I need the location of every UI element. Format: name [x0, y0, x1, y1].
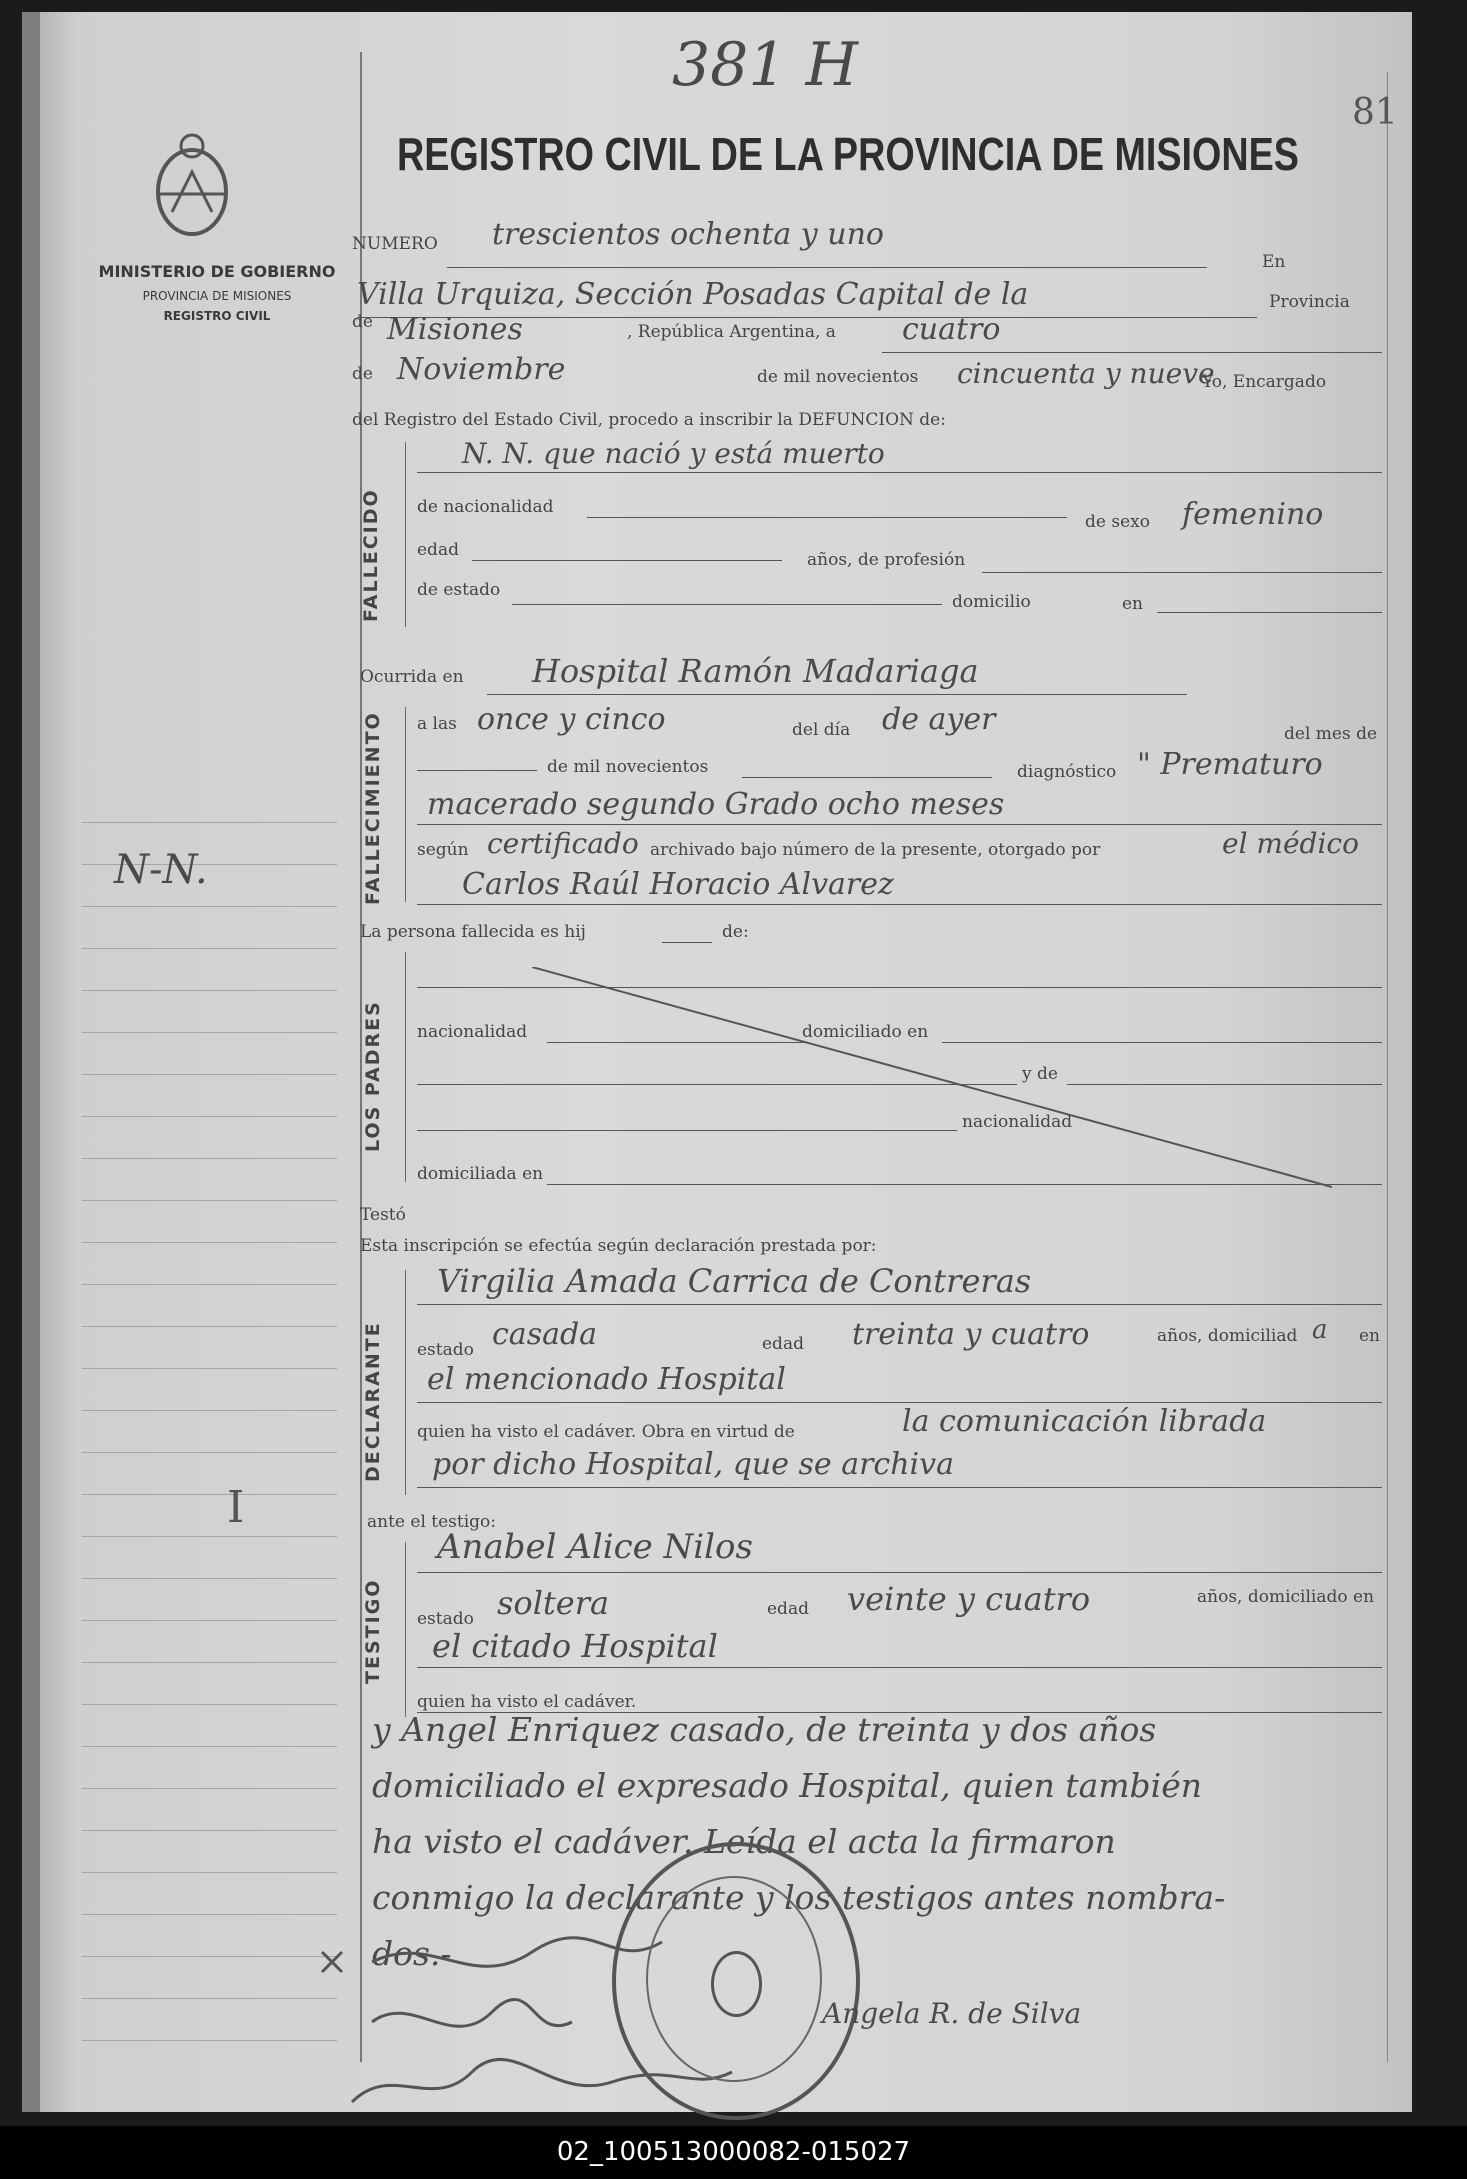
- ruled-line: [82, 1326, 337, 1327]
- obra-value-2: por dicho Hospital, que se archiva: [432, 1447, 954, 1482]
- register-page: [22, 12, 1412, 2112]
- testigo-side-label: TESTIGO: [362, 1578, 384, 1684]
- ruled-line: [82, 1914, 337, 1915]
- segun-label: según: [417, 840, 469, 860]
- ruled-line: [82, 1536, 337, 1537]
- testigo-edad-label: edad: [767, 1599, 809, 1619]
- ruled-line: [82, 1998, 337, 1999]
- declarante-domicilio-value: el mencionado Hospital: [427, 1362, 786, 1397]
- en-label: En: [1262, 252, 1286, 272]
- ruled-line: [82, 1452, 337, 1453]
- ruled-line: [82, 1032, 337, 1033]
- declaracion-label: Esta inscripción se efectúa según declaración prestada por:: [360, 1236, 877, 1256]
- ruled-line: [82, 1368, 337, 1369]
- declarante-anos-label: años, domiciliad: [1157, 1326, 1298, 1346]
- padres-side-label: LOS PADRES: [362, 1000, 384, 1152]
- ruled-line: [82, 1704, 337, 1705]
- yo-encargado-label: Yo, Encargado: [1202, 372, 1327, 392]
- closing-line: conmigo la declarante y los testigos antes nombra-: [372, 1878, 1226, 1917]
- nacionalidad-label: de nacionalidad: [417, 497, 554, 517]
- closing-line: dos.-: [372, 1934, 452, 1973]
- anos-profesion-label: años, de profesión: [807, 550, 966, 570]
- stamp-number: 381 H: [672, 30, 858, 100]
- margin-note-roman: I: [227, 1482, 245, 1533]
- ruled-line: [82, 990, 337, 991]
- cancel-strike-line: [532, 967, 1332, 1192]
- y-de-label: y de: [1022, 1064, 1058, 1084]
- ruled-line: [82, 1956, 337, 1957]
- diagnostico-label: diagnóstico: [1017, 762, 1117, 782]
- folio-number: 81: [1352, 92, 1398, 133]
- testigo-anos-label: años, domiciliado en: [1197, 1587, 1375, 1607]
- ministry-registry: REGISTRO CIVIL: [163, 309, 271, 323]
- de-mil-label: de mil novecientos: [757, 367, 919, 387]
- closing-line: domiciliado el expresado Hospital, quien también: [372, 1766, 1202, 1805]
- ministry-name: MINISTERIO DE GOBIERNO: [98, 262, 336, 281]
- ruled-line: [82, 1200, 337, 1201]
- ocurrida-value: Hospital Ramón Madariaga: [532, 652, 979, 690]
- padres-de-label: de:: [722, 922, 749, 942]
- otorgado-value: el médico: [1222, 827, 1359, 860]
- dia-value: de ayer: [882, 702, 996, 737]
- sexo-label: de sexo: [1085, 512, 1150, 532]
- registrar-signature: Angela R. de Silva: [822, 1997, 1082, 2030]
- coat-of-arms-icon: [152, 132, 232, 246]
- ruled-line: [82, 1158, 337, 1159]
- fallecimiento-side-label: FALLECIMIENTO: [362, 711, 384, 905]
- ruled-line: [82, 1242, 337, 1243]
- margin-note-nn: N-N.: [114, 847, 208, 893]
- ruled-line: [82, 1116, 337, 1117]
- ruled-line: [82, 1662, 337, 1663]
- testigo-edad-value: veinte y cuatro: [847, 1580, 1091, 1618]
- declarante-edad-label: edad: [762, 1334, 804, 1354]
- ruled-line: [82, 822, 337, 823]
- fallecido-name: N. N. que nació y está muerto: [462, 437, 885, 470]
- diagnostico-value-2: macerado segundo Grado ocho meses: [427, 787, 1005, 822]
- registro-label: del Registro del Estado Civil, procedo a inscribir la DEFUNCION de:: [352, 410, 946, 430]
- ruled-line: [82, 1788, 337, 1789]
- right-border: [1387, 72, 1388, 2062]
- ruled-line: [82, 1284, 337, 1285]
- ruled-line: [82, 1830, 337, 1831]
- obra-value: la comunicación librada: [902, 1404, 1267, 1439]
- page-title: REGISTRO CIVIL DE LA PROVINCIA DE MISIONES: [397, 128, 1299, 180]
- numero-value: trescientos ochenta y uno: [492, 217, 884, 252]
- ocurrida-label: Ocurrida en: [360, 667, 464, 687]
- testigo-domicilio-value: el citado Hospital: [432, 1627, 718, 1665]
- ministry-province: PROVINCIA DE MISIONES: [142, 289, 292, 303]
- ruled-line: [82, 906, 337, 907]
- closing-line: ha visto el cadáver. Leída el acta la firmaron: [372, 1822, 1116, 1861]
- place-value: Villa Urquiza, Sección Posadas Capital de la: [357, 277, 1029, 312]
- image-code-footer: 02_100513000082-015027: [0, 2126, 1467, 2179]
- padre-domiciliado-label: domiciliado en: [802, 1022, 929, 1042]
- mil-novecientos-label: de mil novecientos: [547, 757, 709, 777]
- declarante-estado-value: casada: [492, 1317, 598, 1352]
- diagnostico-value: " Prematuro: [1137, 747, 1323, 782]
- month-value: Noviembre: [397, 352, 566, 387]
- ruled-line: [82, 1872, 337, 1873]
- segun-value: certificado: [487, 827, 639, 860]
- sexo-value: femenino: [1182, 497, 1324, 532]
- archivado-label: archivado bajo número de la presente, otorgado por: [650, 840, 1101, 860]
- padre-nacionalidad-label: nacionalidad: [417, 1022, 528, 1042]
- ruled-line: [82, 1410, 337, 1411]
- hora-value: once y cinco: [477, 702, 666, 737]
- testigo-quien-label: quien ha visto el cadáver.: [417, 1692, 637, 1712]
- declarante-edad-value: treinta y cuatro: [852, 1317, 1090, 1352]
- domicilio-label: domicilio: [952, 592, 1031, 612]
- madre-nacionalidad-label: nacionalidad: [962, 1112, 1073, 1132]
- fallecido-en-label: en: [1122, 594, 1144, 614]
- closing-line: y Angel Enriquez casado, de treinta y dos años: [372, 1710, 1157, 1749]
- fallecido-side-label: FALLECIDO: [360, 488, 382, 622]
- book-spine: [22, 12, 40, 2112]
- ruled-line: [82, 1620, 337, 1621]
- declarante-name: Virgilia Amada Carrica de Contreras: [437, 1262, 1032, 1300]
- year-value: cincuenta y nueve: [957, 357, 1215, 390]
- declarante-side-label: DECLARANTE: [362, 1321, 384, 1482]
- numero-label: NUMERO: [352, 234, 438, 254]
- madre-domiciliada-label: domiciliada en: [417, 1164, 544, 1184]
- ruled-line: [82, 1746, 337, 1747]
- de-label: de: [352, 312, 373, 332]
- ruled-line: [82, 948, 337, 949]
- quien-ha-visto-label: quien ha visto el cadáver. Obra en virtud de: [417, 1422, 795, 1442]
- province-value: Misiones: [387, 312, 523, 347]
- day-value: cuatro: [902, 312, 1001, 347]
- republica-label: , República Argentina, a: [627, 322, 836, 342]
- del-dia-label: del día: [792, 720, 851, 740]
- ruled-line: [82, 1494, 337, 1495]
- registry-seal-icon: [612, 1842, 860, 2120]
- testigo-estado-value: soltera: [497, 1584, 610, 1622]
- ante-testigo-label: ante el testigo:: [367, 1512, 497, 1532]
- testo-label: Testó: [360, 1205, 406, 1225]
- ruled-line: [82, 1074, 337, 1075]
- estado-label: de estado: [417, 580, 501, 600]
- testigo-name: Anabel Alice Nilos: [437, 1527, 753, 1567]
- declarante-estado-label: estado: [417, 1340, 474, 1360]
- hij-label: La persona fallecida es hij: [360, 922, 586, 942]
- del-mes-label: del mes de: [1284, 724, 1378, 744]
- a-las-label: a las: [417, 714, 457, 734]
- ruled-line: [82, 2040, 337, 2041]
- de2-label: de: [352, 364, 373, 384]
- ruled-line: [82, 1578, 337, 1579]
- medico-value: Carlos Raúl Horacio Alvarez: [462, 867, 894, 902]
- testigo-estado-label: estado: [417, 1609, 474, 1629]
- provincia-label: Provincia: [1269, 292, 1350, 312]
- declarante-en-label: en: [1359, 1326, 1381, 1346]
- edad-label: edad: [417, 540, 459, 560]
- declarante-a-value: a: [1312, 1315, 1328, 1345]
